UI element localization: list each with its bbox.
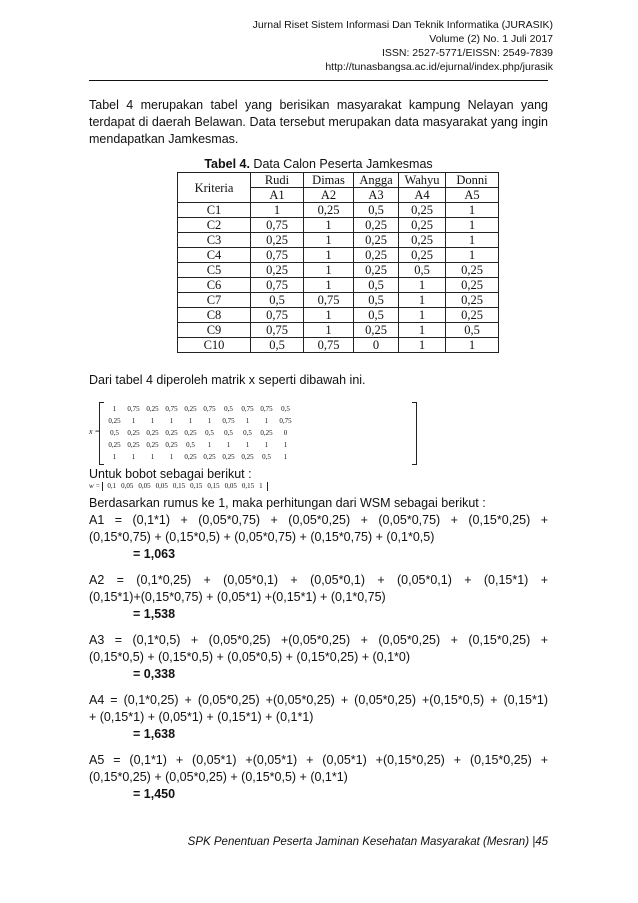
matrix-x <box>89 400 329 465</box>
table-row <box>178 263 499 278</box>
matrix-row <box>105 451 295 463</box>
calc-a1 <box>89 512 548 563</box>
calc-result-value: = 0,338 <box>133 667 176 681</box>
calc-a2 <box>89 572 548 623</box>
table-cell: 1 <box>304 233 354 248</box>
matrix-cell: 0,25 <box>108 417 121 425</box>
matrix-cell: 0,75 <box>165 405 178 413</box>
calc-line: A2 = (0,1*0,25) + (0,05*0,1) + (0,05*0,1) + (0,05*0,1) + (0,15*1) + <box>89 573 548 587</box>
table-caption <box>89 157 548 171</box>
matrix-cell: 1 <box>169 453 174 461</box>
matrix-cell: 1 <box>131 453 136 461</box>
table-cell: 1 <box>251 203 304 218</box>
weight-cell: 0,15 <box>190 482 203 490</box>
table-caption-text: Data Calon Peserta Jamkesmas <box>249 157 433 171</box>
table-cell: 1 <box>399 293 446 308</box>
table-cell: 0,5 <box>354 278 399 293</box>
weight-cell: 0,05 <box>138 482 151 490</box>
matrix-cell: 0,25 <box>165 441 178 449</box>
matrix-cell: 0,25 <box>127 441 140 449</box>
table-body <box>178 203 499 353</box>
table-cell: 1 <box>304 248 354 263</box>
calc-result-value: = 1,538 <box>133 607 176 621</box>
calc-a4 <box>89 692 548 743</box>
calc-line: + (0,15*1) + (0,05*1) + (0,15*1) + (0,1*1) <box>89 710 314 724</box>
weight-vector <box>89 482 268 491</box>
table-cell: C5 <box>178 263 251 278</box>
matrix-intro: Dari tabel 4 diperoleh matrik x seperti dibawah ini. <box>89 373 366 387</box>
intro-line: terdapat di daerah Belawan. Data tersebut merupakan data masyarakat yang ingin <box>89 115 548 129</box>
matrix-cell: 0,25 <box>203 453 216 461</box>
table-cell: 0,25 <box>446 278 499 293</box>
calc-result <box>89 606 548 623</box>
table-cell: 0,25 <box>399 233 446 248</box>
weight-cell: 0,05 <box>155 482 168 490</box>
journal-header <box>253 18 553 74</box>
table-cell: 1 <box>446 338 499 353</box>
calc-a5 <box>89 752 548 803</box>
matrix-cell: 1 <box>245 441 250 449</box>
table-row <box>178 218 499 233</box>
matrix-row <box>105 427 295 439</box>
journal-title: Jurnal Riset Sistem Informasi Dan Teknik Informatika (JURASIK) <box>252 19 553 31</box>
matrix-cell: 1 <box>207 417 212 425</box>
table-cell: C4 <box>178 248 251 263</box>
matrix-row <box>105 415 295 427</box>
weight-bracket <box>102 482 268 491</box>
table-cell: 0,75 <box>251 323 304 338</box>
matrix-cell: 0,25 <box>165 429 178 437</box>
matrix-bracket-right <box>412 402 417 465</box>
calc-result <box>89 666 548 683</box>
table-cell: 0,25 <box>354 218 399 233</box>
matrix-cell: 0,25 <box>108 441 121 449</box>
table-row <box>178 203 499 218</box>
header-divider <box>89 80 548 81</box>
matrix-cell: 1 <box>131 417 136 425</box>
weight-cell: 0,15 <box>207 482 220 490</box>
table-row <box>178 293 499 308</box>
calc-result <box>89 726 548 743</box>
table-header-cell: A3 <box>354 188 399 203</box>
table-cell: C10 <box>178 338 251 353</box>
matrix-cell: 1 <box>245 417 250 425</box>
matrix-rows <box>105 403 295 463</box>
matrix-cell: 0 <box>283 429 288 437</box>
table-cell: 1 <box>304 263 354 278</box>
table-header-cell: Kriteria <box>178 173 251 203</box>
matrix-cell: 0,25 <box>146 405 159 413</box>
table-row <box>178 308 499 323</box>
intro-line: mendapatkan Jamkesmas. <box>89 132 239 146</box>
matrix-cell: 0,25 <box>146 441 159 449</box>
table-cell: 1 <box>446 218 499 233</box>
table-header-cell: Dimas <box>304 173 354 188</box>
matrix-cell: 0,25 <box>127 429 140 437</box>
table-header-cell: A2 <box>304 188 354 203</box>
matrix-cell: 0,25 <box>222 453 235 461</box>
calc-line: A4 = (0,1*0,25) + (0,05*0,25) +(0,05*0,25) + (0,05*0,25) +(0,15*0,5) + (0,15*1) <box>89 693 548 707</box>
table-cell: C1 <box>178 203 251 218</box>
matrix-cell: 0,5 <box>205 429 214 437</box>
table-cell: C7 <box>178 293 251 308</box>
table-cell: 1 <box>399 308 446 323</box>
weight-cell: 0,15 <box>172 482 186 490</box>
table-cell: 0,25 <box>251 233 304 248</box>
table-cell: C6 <box>178 278 251 293</box>
matrix-cell: 0,75 <box>260 405 273 413</box>
matrix-cell: 0,75 <box>203 405 216 413</box>
matrix-label: x = <box>89 427 100 436</box>
table-cell: 0 <box>354 338 399 353</box>
candidate-table <box>177 172 499 353</box>
weight-cell: 1 <box>259 482 263 490</box>
weight-label: w = <box>89 482 101 490</box>
matrix-cell: 1 <box>226 441 231 449</box>
table-cell: 0,75 <box>251 278 304 293</box>
matrix-cell: 0,25 <box>184 429 197 437</box>
table-row <box>178 338 499 353</box>
calc-result-value: = 1,638 <box>133 727 176 741</box>
calc-a3 <box>89 632 548 683</box>
table-header-cell: Angga <box>354 173 399 188</box>
table-header-cell: A4 <box>399 188 446 203</box>
weight-cell: 0,05 <box>121 482 134 490</box>
matrix-cell: 1 <box>283 453 288 461</box>
matrix-cell: 1 <box>112 405 117 413</box>
table-cell: 0,25 <box>304 203 354 218</box>
table-cell: 0,25 <box>399 218 446 233</box>
table-header-row <box>178 173 499 188</box>
table-cell: 1 <box>446 233 499 248</box>
table-cell: 0,5 <box>399 263 446 278</box>
table-cell: 0,25 <box>446 308 499 323</box>
matrix-cell: 1 <box>264 441 269 449</box>
weight-cell: 0,05 <box>224 482 237 490</box>
table-cell: C9 <box>178 323 251 338</box>
table-cell: 1 <box>304 278 354 293</box>
table-cell: 1 <box>304 323 354 338</box>
table-cell: 1 <box>399 278 446 293</box>
table-row <box>178 278 499 293</box>
matrix-cell: 0,25 <box>184 453 197 461</box>
calc-result <box>89 786 548 803</box>
table-cell: 0,25 <box>446 293 499 308</box>
matrix-cell: 0,5 <box>224 405 233 413</box>
table-cell: 0,25 <box>399 203 446 218</box>
calc-line: A3 = (0,1*0,5) + (0,05*0,25) +(0,05*0,25) + (0,05*0,25) + (0,15*0,25) + <box>89 633 548 647</box>
table-cell: 0,25 <box>354 233 399 248</box>
weight-cell: 0,15 <box>241 482 255 490</box>
calc-line: (0,15*0,75) + (0,15*0,5) + (0,05*0,75) + (0,15*0,75) + (0,1*0,5) <box>89 530 435 544</box>
calc-result-value: = 1,450 <box>133 787 176 801</box>
matrix-cell: 0,5 <box>262 453 271 461</box>
table-cell: C3 <box>178 233 251 248</box>
matrix-cell: 0,5 <box>224 429 233 437</box>
table-row <box>178 248 499 263</box>
table-cell: 0,25 <box>354 248 399 263</box>
matrix-cell: 1 <box>150 417 155 425</box>
table-cell: 1 <box>399 323 446 338</box>
calc-result <box>89 546 548 563</box>
matrix-cell: 0,25 <box>241 453 254 461</box>
table-cell: C8 <box>178 308 251 323</box>
table-cell: 0,75 <box>251 308 304 323</box>
journal-url[interactable]: http://tunasbangsa.ac.id/ejurnal/index.php/jurasik <box>325 61 553 73</box>
matrix-bracket-left <box>99 402 104 465</box>
table-cell: 0,75 <box>251 248 304 263</box>
table-header-cell: Donni <box>446 173 499 188</box>
matrix-cell: 0,25 <box>260 429 273 437</box>
matrix-cell: 0,5 <box>186 441 195 449</box>
table-cell: 1 <box>446 203 499 218</box>
table-cell: 0,5 <box>446 323 499 338</box>
matrix-cell: 1 <box>207 441 212 449</box>
table-cell: 0,25 <box>399 248 446 263</box>
calc-line: A5 = (0,1*1) + (0,05*1) +(0,05*1) + (0,05*1) +(0,15*0,25) + (0,15*0,25) + <box>89 753 548 767</box>
table-header-cell: A1 <box>251 188 304 203</box>
matrix-cell: 0,75 <box>241 405 254 413</box>
journal-volume: Volume (2) No. 1 Juli 2017 <box>429 33 553 45</box>
intro-paragraph <box>89 97 548 148</box>
matrix-cell: 0,75 <box>222 417 235 425</box>
table-cell: 0,25 <box>446 263 499 278</box>
table-cell: 0,5 <box>251 338 304 353</box>
table-cell: 0,75 <box>304 338 354 353</box>
weights-intro: Untuk bobot sebagai berikut : <box>89 467 252 481</box>
table-cell: 1 <box>304 308 354 323</box>
table-cell: 1 <box>399 338 446 353</box>
matrix-cell: 1 <box>112 453 117 461</box>
matrix-cell: 1 <box>264 417 269 425</box>
matrix-cell: 1 <box>169 417 174 425</box>
table-header-cell: A5 <box>446 188 499 203</box>
weight-cell: 0,1 <box>107 482 117 490</box>
matrix-cell: 0,5 <box>110 429 119 437</box>
wsm-intro: Berdasarkan rumus ke 1, maka perhitungan dari WSM sebagai berikut : <box>89 496 486 510</box>
matrix-cell: 0,75 <box>127 405 140 413</box>
table-cell: 0,5 <box>354 203 399 218</box>
table-cell: 0,5 <box>251 293 304 308</box>
matrix-cell: 0,5 <box>281 405 290 413</box>
table-cell: 0,25 <box>354 323 399 338</box>
page-footer: SPK Penentuan Peserta Jaminan Kesehatan Masyarakat (Mesran) |45 <box>187 836 548 848</box>
table-caption-number: Tabel 4. <box>204 157 250 171</box>
table-cell: 0,25 <box>354 263 399 278</box>
intro-line: Tabel 4 merupakan tabel yang berisikan masyarakat kampung Nelayan yang <box>89 98 548 112</box>
table-row <box>178 323 499 338</box>
calc-line: (0,15*0,5) + (0,15*0,5) + (0,05*0,5) + (0,15*0,25) + (0,1*0) <box>89 650 411 664</box>
calc-result-value: = 1,063 <box>133 547 176 561</box>
table-cell: 0,75 <box>251 218 304 233</box>
calc-line: (0,15*1)+(0,15*0,75) + (0,05*1) +(0,15*1) + (0,1*0,75) <box>89 590 386 604</box>
matrix-cell: 0,5 <box>243 429 252 437</box>
table-cell: 0,25 <box>251 263 304 278</box>
matrix-cell: 0,25 <box>184 405 197 413</box>
table-header-cell: Wahyu <box>399 173 446 188</box>
table-row <box>178 233 499 248</box>
matrix-cell: 1 <box>150 453 155 461</box>
matrix-cell: 0,25 <box>146 429 159 437</box>
table-cell: 1 <box>446 248 499 263</box>
matrix-cell: 1 <box>283 441 288 449</box>
calc-line: A1 = (0,1*1) + (0,05*0,75) + (0,05*0,25) + (0,05*0,75) + (0,15*0,25) + <box>89 513 548 527</box>
matrix-cell: 1 <box>188 417 193 425</box>
table-cell: 0,5 <box>354 293 399 308</box>
table-cell: 1 <box>304 218 354 233</box>
matrix-row <box>105 439 295 451</box>
calc-line: (0,15*0,25) + (0,05*0,25) + (0,15*0,5) + (0,1*1) <box>89 770 348 784</box>
journal-issn: ISSN: 2527-5771/EISSN: 2549-7839 <box>381 47 553 59</box>
table-header-cell: Rudi <box>251 173 304 188</box>
matrix-cell: 0,75 <box>279 417 292 425</box>
table-cell: 0,75 <box>304 293 354 308</box>
table-cell: C2 <box>178 218 251 233</box>
table-cell: 0,5 <box>354 308 399 323</box>
matrix-row <box>105 403 295 415</box>
